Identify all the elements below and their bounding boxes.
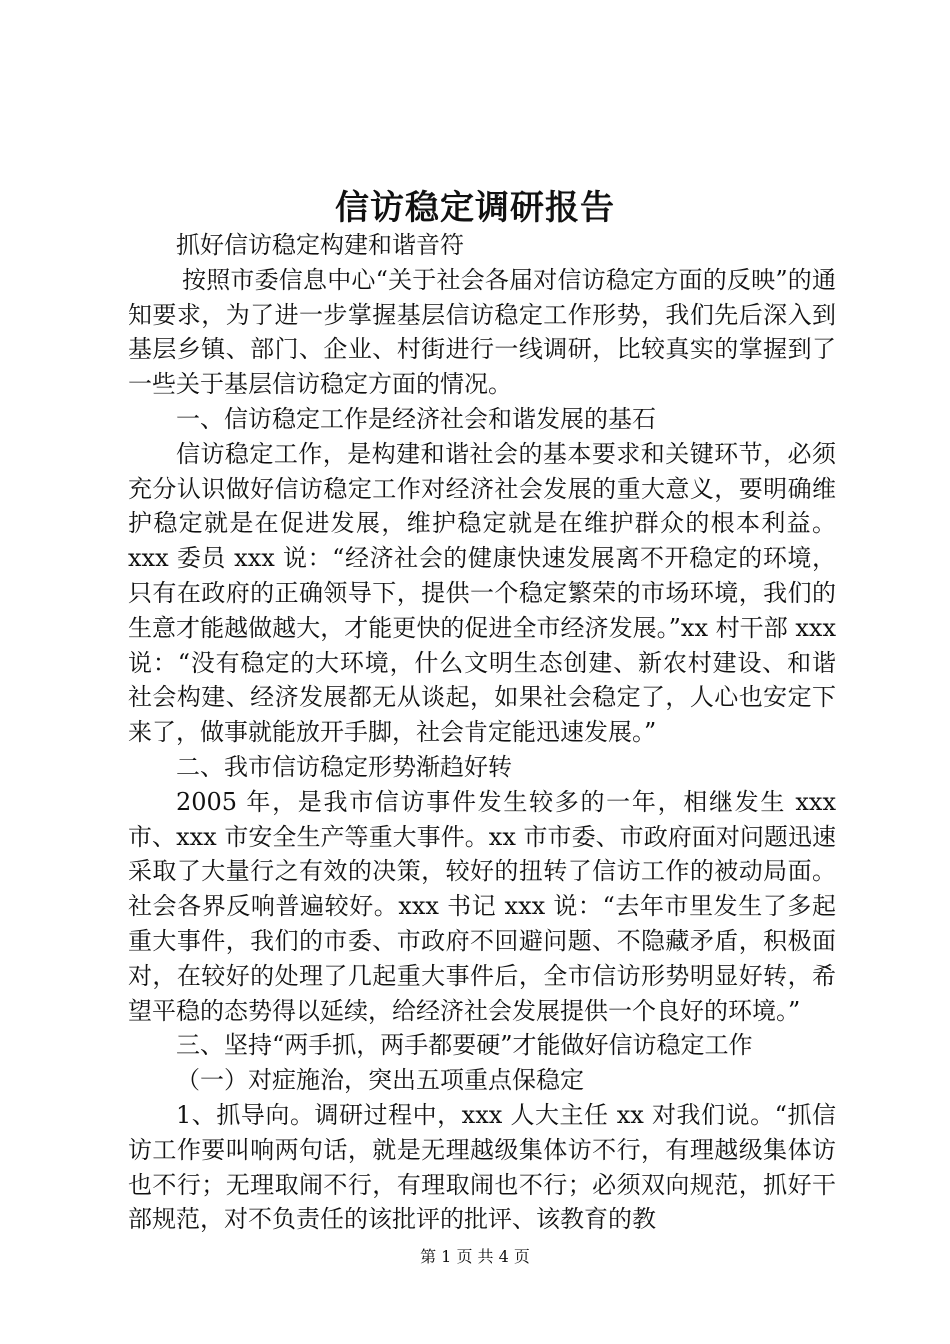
page-footer: 第 1 页 共 4 页 <box>420 1247 530 1266</box>
section-heading-2: 二、我市信访稳定形势渐趋好转 <box>176 752 512 781</box>
subtitle-paragraph: 抓好信访稳定构建和谐音符 <box>176 231 464 259</box>
subsection-heading-1: （一）对症施治，突出五项重点保稳定 <box>176 1066 584 1095</box>
section-heading-1: 一、信访稳定工作是经济社会和谐发展的基石 <box>176 404 656 433</box>
subsection-paragraph-1: 1、抓导向。调研过程中，xxx 人大主任 xx 对我们说。“抓信访工作要叫响两句话，就是无理越级集体访不行，有理越级集体访也不行；无理取闹不行，有理取闹也不行；必须双向规范，抓好干部规范，对不负责任的该批评的批评、该教育的教 <box>128 1100 836 1234</box>
document-title: 信访稳定调研报告 <box>335 188 615 228</box>
section-paragraph-2: 2005 年，是我市信访事件发生较多的一年，相继发生 xxx 市、xxx 市安全生产等重大事件。xx 市市委、市政府面对问题迅速采取了大量行之有效的决策，较好的扭转了信访工作的被动局面。社会各界反响普遍较好。xxx 书记 xxx 说：“去年市里发生了多起重大事件，我们的市委、市政府不回避问题、不隐藏矛盾，积极面对，在较好的处理了几起重大事件后，全市信访形势明显好转，希望平稳的态势得以延续，给经济社会发展提供一个良好的环境。” <box>128 787 836 1025</box>
section-heading-3: 三、坚持“两手抓，两手都要硬”才能做好信访稳定工作 <box>176 1031 753 1060</box>
document-body <box>128 228 836 1237</box>
intro-paragraph: 按照市委信息中心“关于社会各届对信访稳定方面的反映”的通知要求，为了进一步掌握基层信访稳定工作形势，我们先后深入到基层乡镇、部门、企业、村街进行一线调研，比较真实的掌握到了一些关于基层信访稳定方面的情况。 <box>128 265 836 399</box>
section-paragraph-1: 信访稳定工作，是构建和谐社会的基本要求和关键环节，必须充分认识做好信访稳定工作对经济社会发展的重大意义，要明确维护稳定就是在促进发展，维护稳定就是在维护群众的根本利益。xxx 委员 xxx 说：“经济社会的健康快速发展离不开稳定的环境，只有在政府的正确领导下，提供一个稳定繁荣的市场环境，我们的生意才能越做越大，才能更快的促进全市经济发展。”xx 村干部 xxx 说：“没有稳定的大环境，什么文明生态创建、新农村建设、和谐社会构建、经济发展都无从谈起，如果社会稳定了，人心也安定下来了，做事就能放开手脚，社会肯定能迅速发展。” <box>128 439 836 747</box>
